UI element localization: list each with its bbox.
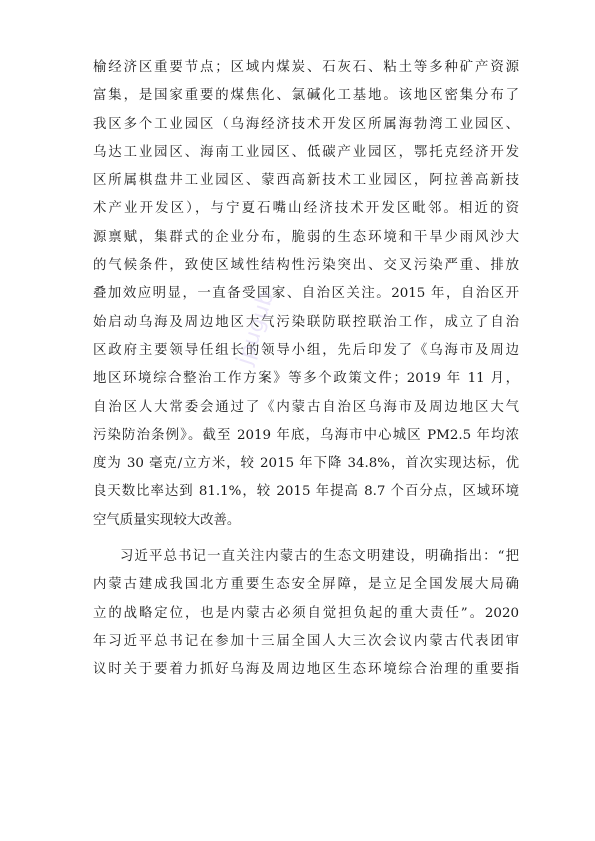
svg-text:jpugub: jpugub bbox=[232, 288, 280, 368]
text-line: 始启动乌海及周边地区大气污染联防联控联治工作，成立了自治 bbox=[93, 314, 519, 330]
text-line: 榆经济区重要节点；区域内煤炭、石灰石、粘土等多种矿产资源 bbox=[93, 60, 519, 75]
paragraph-spacer bbox=[93, 535, 519, 543]
text-line: 地区环境综合整治工作方案》等多个政策文件；2019 年 11 月， bbox=[93, 371, 519, 387]
text-line: 立的战略定位，也是内蒙古必须自觉担负起的重大责任”。2020 bbox=[93, 605, 519, 621]
text-line: 污染防治条例》。截至 2019 年底，乌海市中心城区 PM2.5 年均浓 bbox=[93, 427, 519, 443]
paragraph-2 bbox=[93, 543, 519, 684]
text-line: 自治区人大常委会通过了《内蒙古自治区乌海市及周边地区大气 bbox=[93, 399, 519, 415]
paragraph-1 bbox=[93, 54, 519, 535]
text-line: 内蒙古建成我国北方重要生态安全屏障，是立足全国发展大局确 bbox=[93, 577, 519, 593]
text-line: 年习近平总书记在参加十三届全国人大三次会议内蒙古代表团审 bbox=[93, 633, 519, 649]
text-line: 度为 30 毫克/立方米，较 2015 年下降 34.8%，首次实现达标，优 bbox=[93, 456, 519, 472]
text-line: 议时关于要着力抓好乌海及周边地区生态环境综合治理的重要指 bbox=[93, 662, 519, 678]
text-line: 富集，是国家重要的煤焦化、氯碱化工基地。该地区密集分布了 bbox=[93, 88, 519, 104]
text-line: 空气质量实现较大改善。 bbox=[93, 512, 241, 528]
text-line: 区所属棋盘井工业园区、蒙西高新技术工业园区，阿拉善高新技 bbox=[93, 173, 519, 189]
text-line: 源禀赋，集群式的企业分布，脆弱的生态环境和干旱少雨风沙大 bbox=[93, 229, 519, 245]
text-line: 良天数比率达到 81.1%，较 2015 年提高 8.7 个百分点，区域环境 bbox=[93, 484, 519, 500]
text-line: 区政府主要领导任组长的领导小组，先后印发了《乌海市及周边 bbox=[93, 342, 519, 358]
text-line: 叠加效应明显，一直备受国家、自治区关注。2015 年，自治区开 bbox=[93, 286, 519, 302]
text-line: 术产业开发区），与宁夏石嘴山经济技术开发区毗邻。相近的资 bbox=[93, 201, 519, 217]
text-line: 习近平总书记一直关注内蒙古的生态文明建设，明确指出：“把 bbox=[120, 549, 519, 565]
text-line: 的气候条件，致使区域性结构性污染突出、交叉污染严重、排放 bbox=[93, 258, 519, 274]
body-text bbox=[93, 54, 519, 685]
text-line: 我区多个工业园区（乌海经济技术开发区所属海勃湾工业园区、 bbox=[93, 116, 519, 132]
text-line: 乌达工业园区、海南工业园区、低碳产业园区，鄂托克经济开发 bbox=[93, 144, 519, 160]
